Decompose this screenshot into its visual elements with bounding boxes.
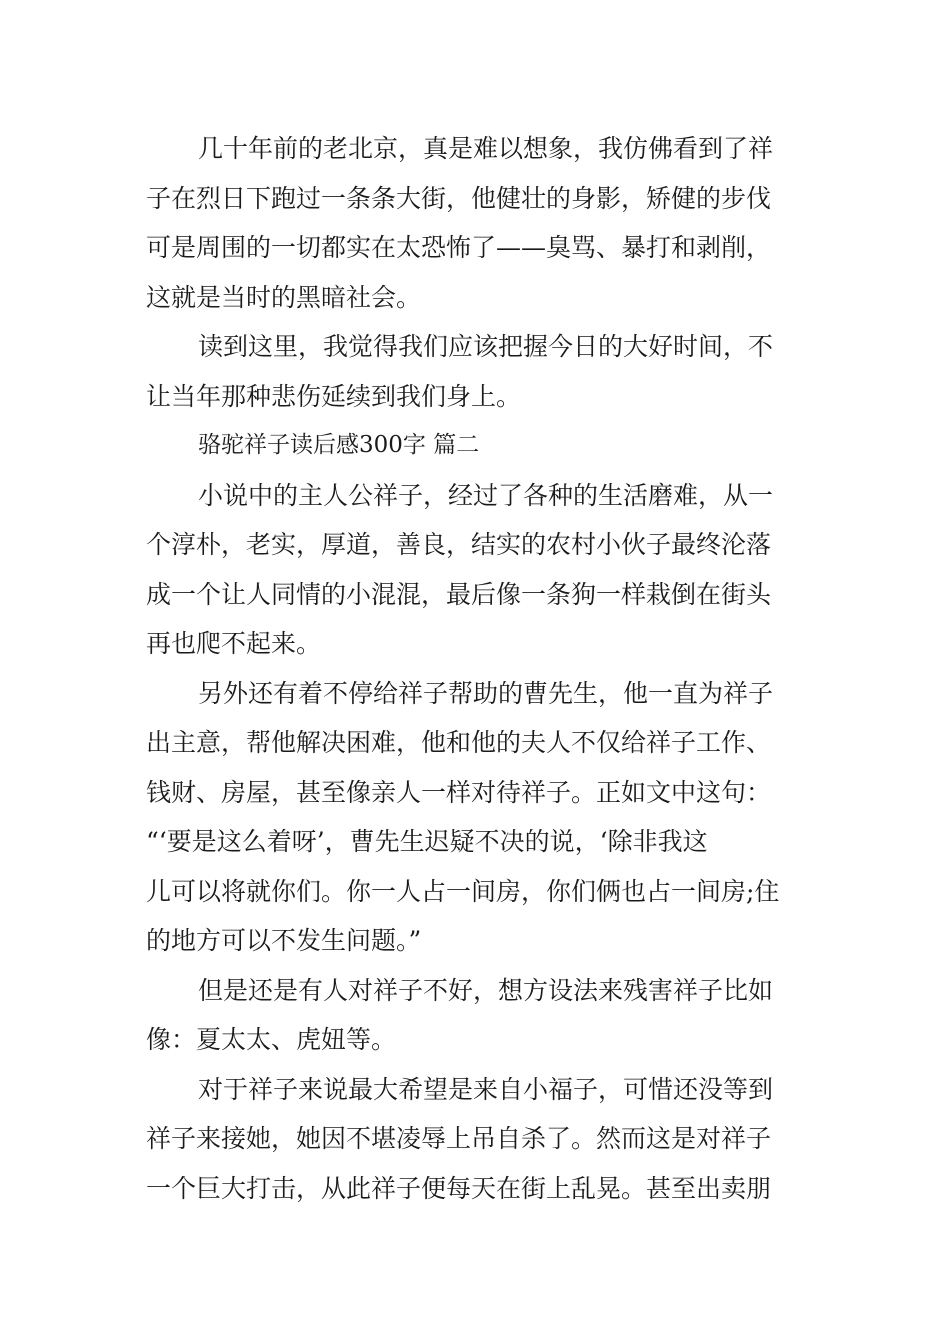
text-line: “‘要是这么着呀’，曹先生迟疑不决的说，‘除非我这 [146, 827, 708, 856]
text-line: 另外还有着不停给祥子帮助的曹先生，他一直为祥子 [198, 678, 774, 708]
document-body [146, 124, 808, 1213]
text-line: 个淳朴，老实，厚道，善良，结实的农村小伙子最终沦落 [146, 530, 772, 559]
text-line: 对于祥子来说最大希望是来自小福子，可惜还没等到 [198, 1074, 774, 1104]
paragraph-1 [146, 124, 808, 322]
text-line: 但是还是有人对祥子不好，想方设法来残害祥子比如 [198, 975, 774, 1005]
text-line: 几十年前的老北京，真是难以想象，我仿佛看到了祥 [198, 134, 774, 163]
text-line: 钱财、房屋，甚至像亲人一样对待祥子。正如文中这句： [146, 777, 772, 807]
paragraph-4 [146, 669, 808, 966]
text-line: 读到这里，我觉得我们应该把握今日的大好时间，不 [198, 332, 774, 361]
text-line: 成一个让人同情的小混混，最后像一条狗一样栽倒在街头 [146, 579, 772, 609]
text-line: 让当年那种悲伤延续到我们身上。 [146, 381, 522, 411]
text-line: 这就是当时的黑暗社会。 [146, 282, 422, 312]
section-heading [146, 421, 808, 471]
text-line: 的地方可以不发生问题。” [146, 926, 422, 955]
paragraph-5 [146, 966, 808, 1065]
text-line: 像：夏太太、虎妞等。 [146, 1025, 397, 1054]
paragraph-2 [146, 322, 808, 421]
text-line: 再也爬不起来。 [146, 629, 322, 658]
text-line: 出主意，帮他解决困难，他和他的夫人不仅给祥子工作、 [146, 728, 772, 757]
paragraph-6 [146, 1065, 808, 1214]
text-line: 子在烈日下跑过一条条大街，他健壮的身影，矫健的步伐 [146, 183, 772, 213]
text-line: 一个巨大打击，从此祥子便每天在街上乱晃。甚至出卖朋 [146, 1173, 772, 1203]
text-line: 小说中的主人公祥子，经过了各种的生活磨难，从一 [198, 480, 774, 510]
text-line: 祥子来接她，她因不堪凌辱上吊自杀了。然而这是对祥子 [146, 1124, 772, 1153]
section-heading-text: 骆驼祥子读后感300字 篇二 [198, 432, 480, 458]
text-line: 儿可以将就你们。你一人占一间房，你们俩也占一间房;住 [146, 876, 780, 906]
paragraph-3 [146, 471, 808, 669]
text-line: 可是周围的一切都实在太恐怖了——臭骂、暴打和剥削， [146, 233, 772, 262]
